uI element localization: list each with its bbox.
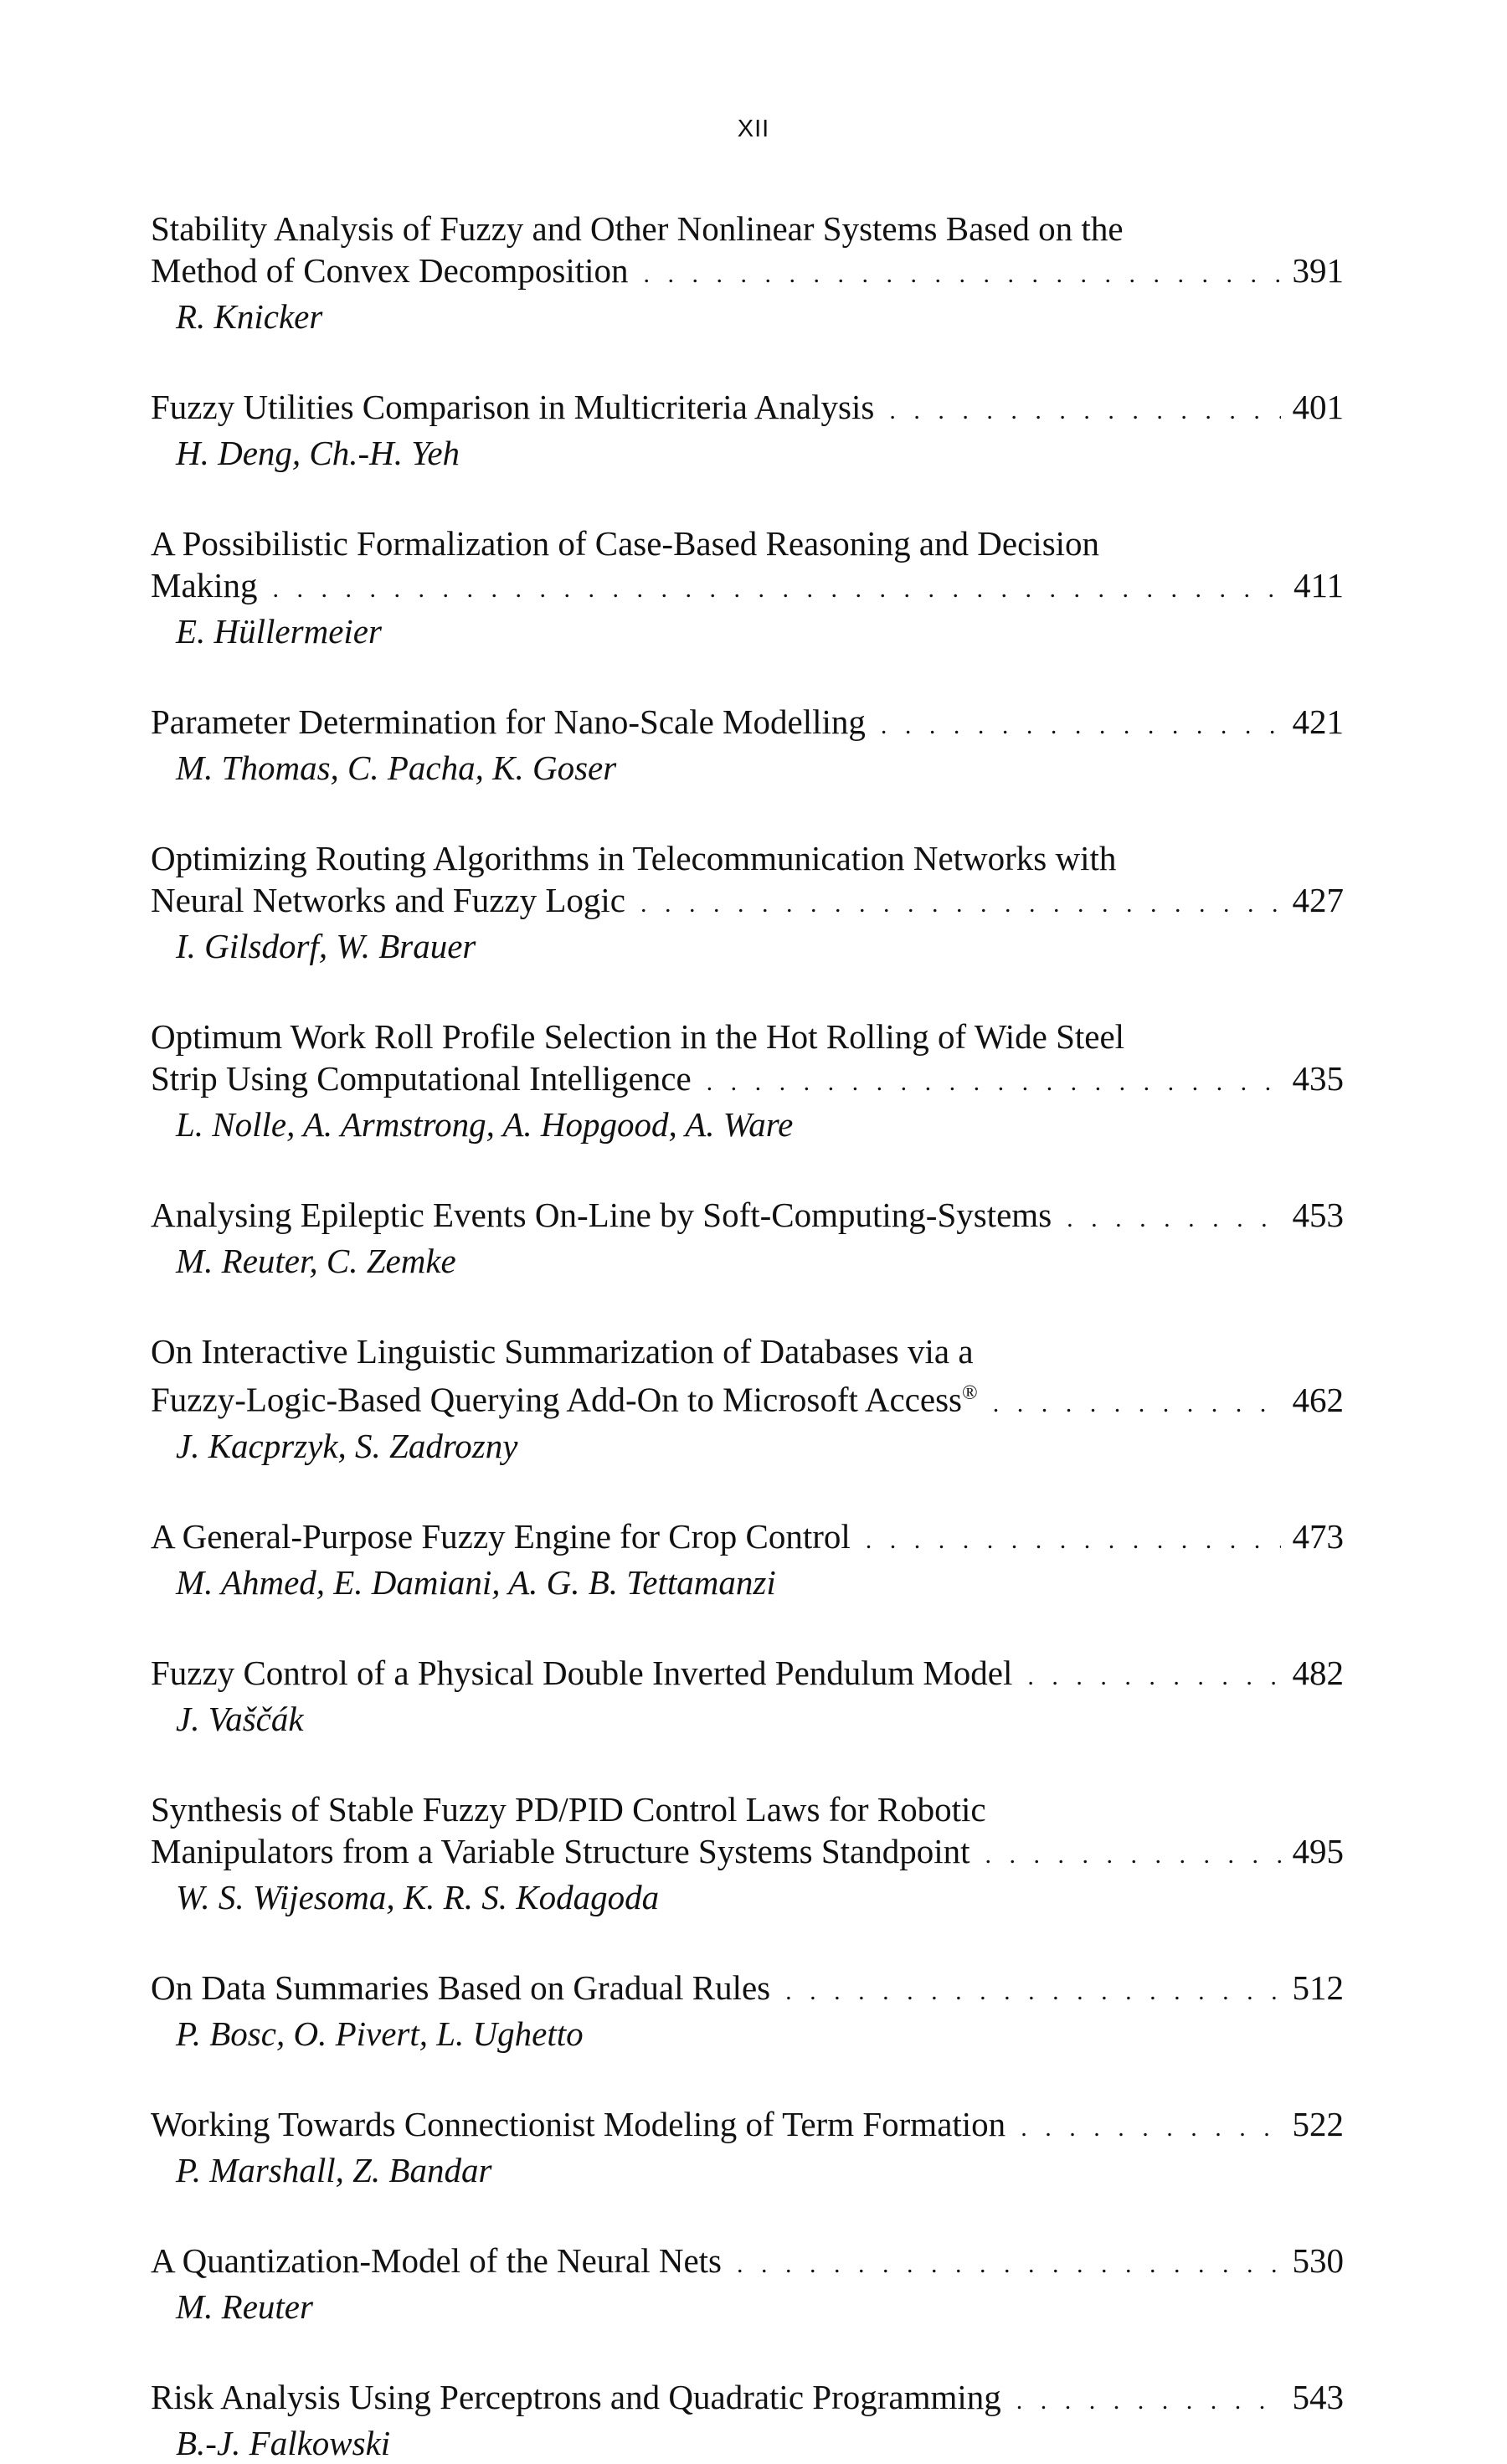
toc-entry [151,2376,1344,2464]
entry-title-line: Neural Networks and Fuzzy Logic [151,881,625,919]
dot-leader [889,390,1280,432]
entry-authors: M. Reuter, C. Zemke [176,1242,456,1280]
dot-leader [640,883,1281,925]
entry-authors: E. Hüllermeier [176,612,382,651]
toc-entry [151,522,1344,652]
toc-entry [151,837,1344,967]
entry-title-row [151,564,1344,610]
entry-title-row [151,1372,1344,1425]
entry-authors: W. S. Wijesoma, K. R. S. Kodagoda [176,1877,660,1916]
dot-leader [1021,2107,1280,2149]
toc-entry [151,386,1344,474]
entry-title-line: Method of Convex Decomposition [151,251,629,290]
toc-entry [151,1330,1344,1467]
entry-page-number: 543 [1292,2377,1344,2416]
entry-page-number: 435 [1292,1059,1344,1098]
entry-title-line: Working Towards Connectionist Modeling of Term Formation [151,2104,1006,2143]
toc-entry [151,1194,1344,1282]
entry-title-line: Fuzzy-Logic-Based Querying Add-On to Microsoft Access® [151,1380,978,1419]
entry-page-number: 473 [1292,1516,1344,1556]
toc-entry [151,2240,1344,2328]
entry-page-number: 427 [1292,881,1344,919]
entry-page-number: 411 [1294,566,1344,604]
table-of-contents [151,208,1344,2464]
entry-authors: P. Bosc, O. Pivert, L. Ughetto [176,2014,584,2053]
dot-leader [1016,2380,1281,2422]
dot-leader [785,1971,1280,2013]
entry-title-line: Optimizing Routing Algorithms in Telecommunication Networks with [151,839,1117,877]
entry-page-number: 495 [1292,1831,1344,1870]
entry-title-row [151,2103,1344,2149]
entry-title-row [151,2240,1344,2286]
entry-title-line: Fuzzy Control of a Physical Double Inverted Pendulum Model [151,1653,1013,1692]
entry-authors: P. Marshall, Z. Bandar [176,2150,492,2189]
entry-title-row [151,879,1344,925]
toc-entry [151,701,1344,789]
entry-title-row [151,701,1344,747]
entry-title-row [151,1057,1344,1103]
entry-authors: B.-J. Falkowski [176,2423,391,2462]
dot-leader [707,1062,1281,1103]
entry-authors: R. Knicker [176,297,323,336]
entry-title-line: Manipulators from a Variable Structure Systems Standpoint [151,1831,970,1870]
entry-page-number: 512 [1292,1968,1344,2007]
entry-title-line: A Quantization-Model of the Neural Nets [151,2240,723,2280]
entry-page-number: 391 [1292,251,1344,290]
entry-page-number: 522 [1292,2104,1344,2143]
entry-page-number: 401 [1292,388,1344,426]
entry-title-line: Synthesis of Stable Fuzzy PD/PID Control Laws for Robotic [151,1789,986,1829]
entry-page-number: 421 [1292,702,1344,741]
entry-title-line: Optimum Work Roll Profile Selection in the Hot Rolling of Wide Steel [151,1017,1125,1056]
dot-leader [985,1834,1281,1876]
entry-title-row [151,2376,1344,2422]
dot-leader [881,705,1281,747]
entry-authors: M. Ahmed, E. Damiani, A. G. B. Tettamanzi [176,1562,776,1602]
entry-authors: J. Kacprzyk, S. Zadrozny [176,1426,518,1465]
toc-entry [151,1652,1344,1740]
entry-title-line: Stability Analysis of Fuzzy and Other Nonlinear Systems Based on the [151,209,1124,248]
entry-title-line: Risk Analysis Using Perceptrons and Quadratic Programming [151,2377,1001,2416]
entry-title-row [151,386,1344,432]
toc-entry [151,2103,1344,2191]
entry-title-row [151,1515,1344,1561]
entry-title-line: Strip Using Computational Intelligence [151,1059,692,1098]
entry-title-row [151,1830,1344,1876]
entry-authors: H. Deng, Ch.-H. Yeh [176,434,460,472]
toc-entry [151,1788,1344,1918]
dot-leader [273,568,1282,610]
toc-entry [151,1016,1344,1145]
registered-mark: ® [962,1381,978,1404]
entry-title-line: On Interactive Linguistic Summarization of Databases via a [151,1332,974,1371]
entry-title-row [151,1967,1344,2013]
dot-leader [1067,1198,1280,1240]
toc-entry [151,208,1344,337]
dot-leader [866,1520,1281,1561]
entry-authors: I. Gilsdorf, W. Brauer [176,927,476,965]
dot-leader [993,1383,1281,1425]
dot-leader [644,254,1281,296]
page-number: XII [737,116,770,142]
entry-title-line: Analysing Epileptic Events On-Line by Soft-Computing-Systems [151,1196,1052,1234]
dot-leader [737,2244,1280,2286]
entry-title-line: Making [151,566,258,604]
entry-authors: M. Reuter [176,2287,313,2326]
entry-page-number: 482 [1292,1653,1344,1692]
toc-entry [151,1515,1344,1603]
entry-title-line: A General-Purpose Fuzzy Engine for Crop Control [151,1516,851,1556]
entry-title-line: Parameter Determination for Nano-Scale Modelling [151,702,866,741]
entry-page-number: 530 [1292,2240,1344,2280]
entry-title-row [151,1194,1344,1240]
entry-title-line: Fuzzy Utilities Comparison in Multicriteria Analysis [151,388,875,426]
entry-authors: M. Thomas, C. Pacha, K. Goser [176,748,617,787]
entry-authors: L. Nolle, A. Armstrong, A. Hopgood, A. Ware [176,1105,794,1144]
entry-title-line: On Data Summaries Based on Gradual Rules [151,1968,771,2007]
entry-authors: J. Vaščák [176,1699,304,1738]
entry-page-number: 462 [1292,1380,1344,1419]
entry-page-number: 453 [1292,1196,1344,1234]
entry-title-line: A Possibilistic Formalization of Case-Based Reasoning and Decision [151,524,1100,563]
entry-title-row [151,1652,1344,1698]
dot-leader [1027,1656,1280,1698]
entry-title-row [151,249,1344,296]
toc-entry [151,1967,1344,2055]
